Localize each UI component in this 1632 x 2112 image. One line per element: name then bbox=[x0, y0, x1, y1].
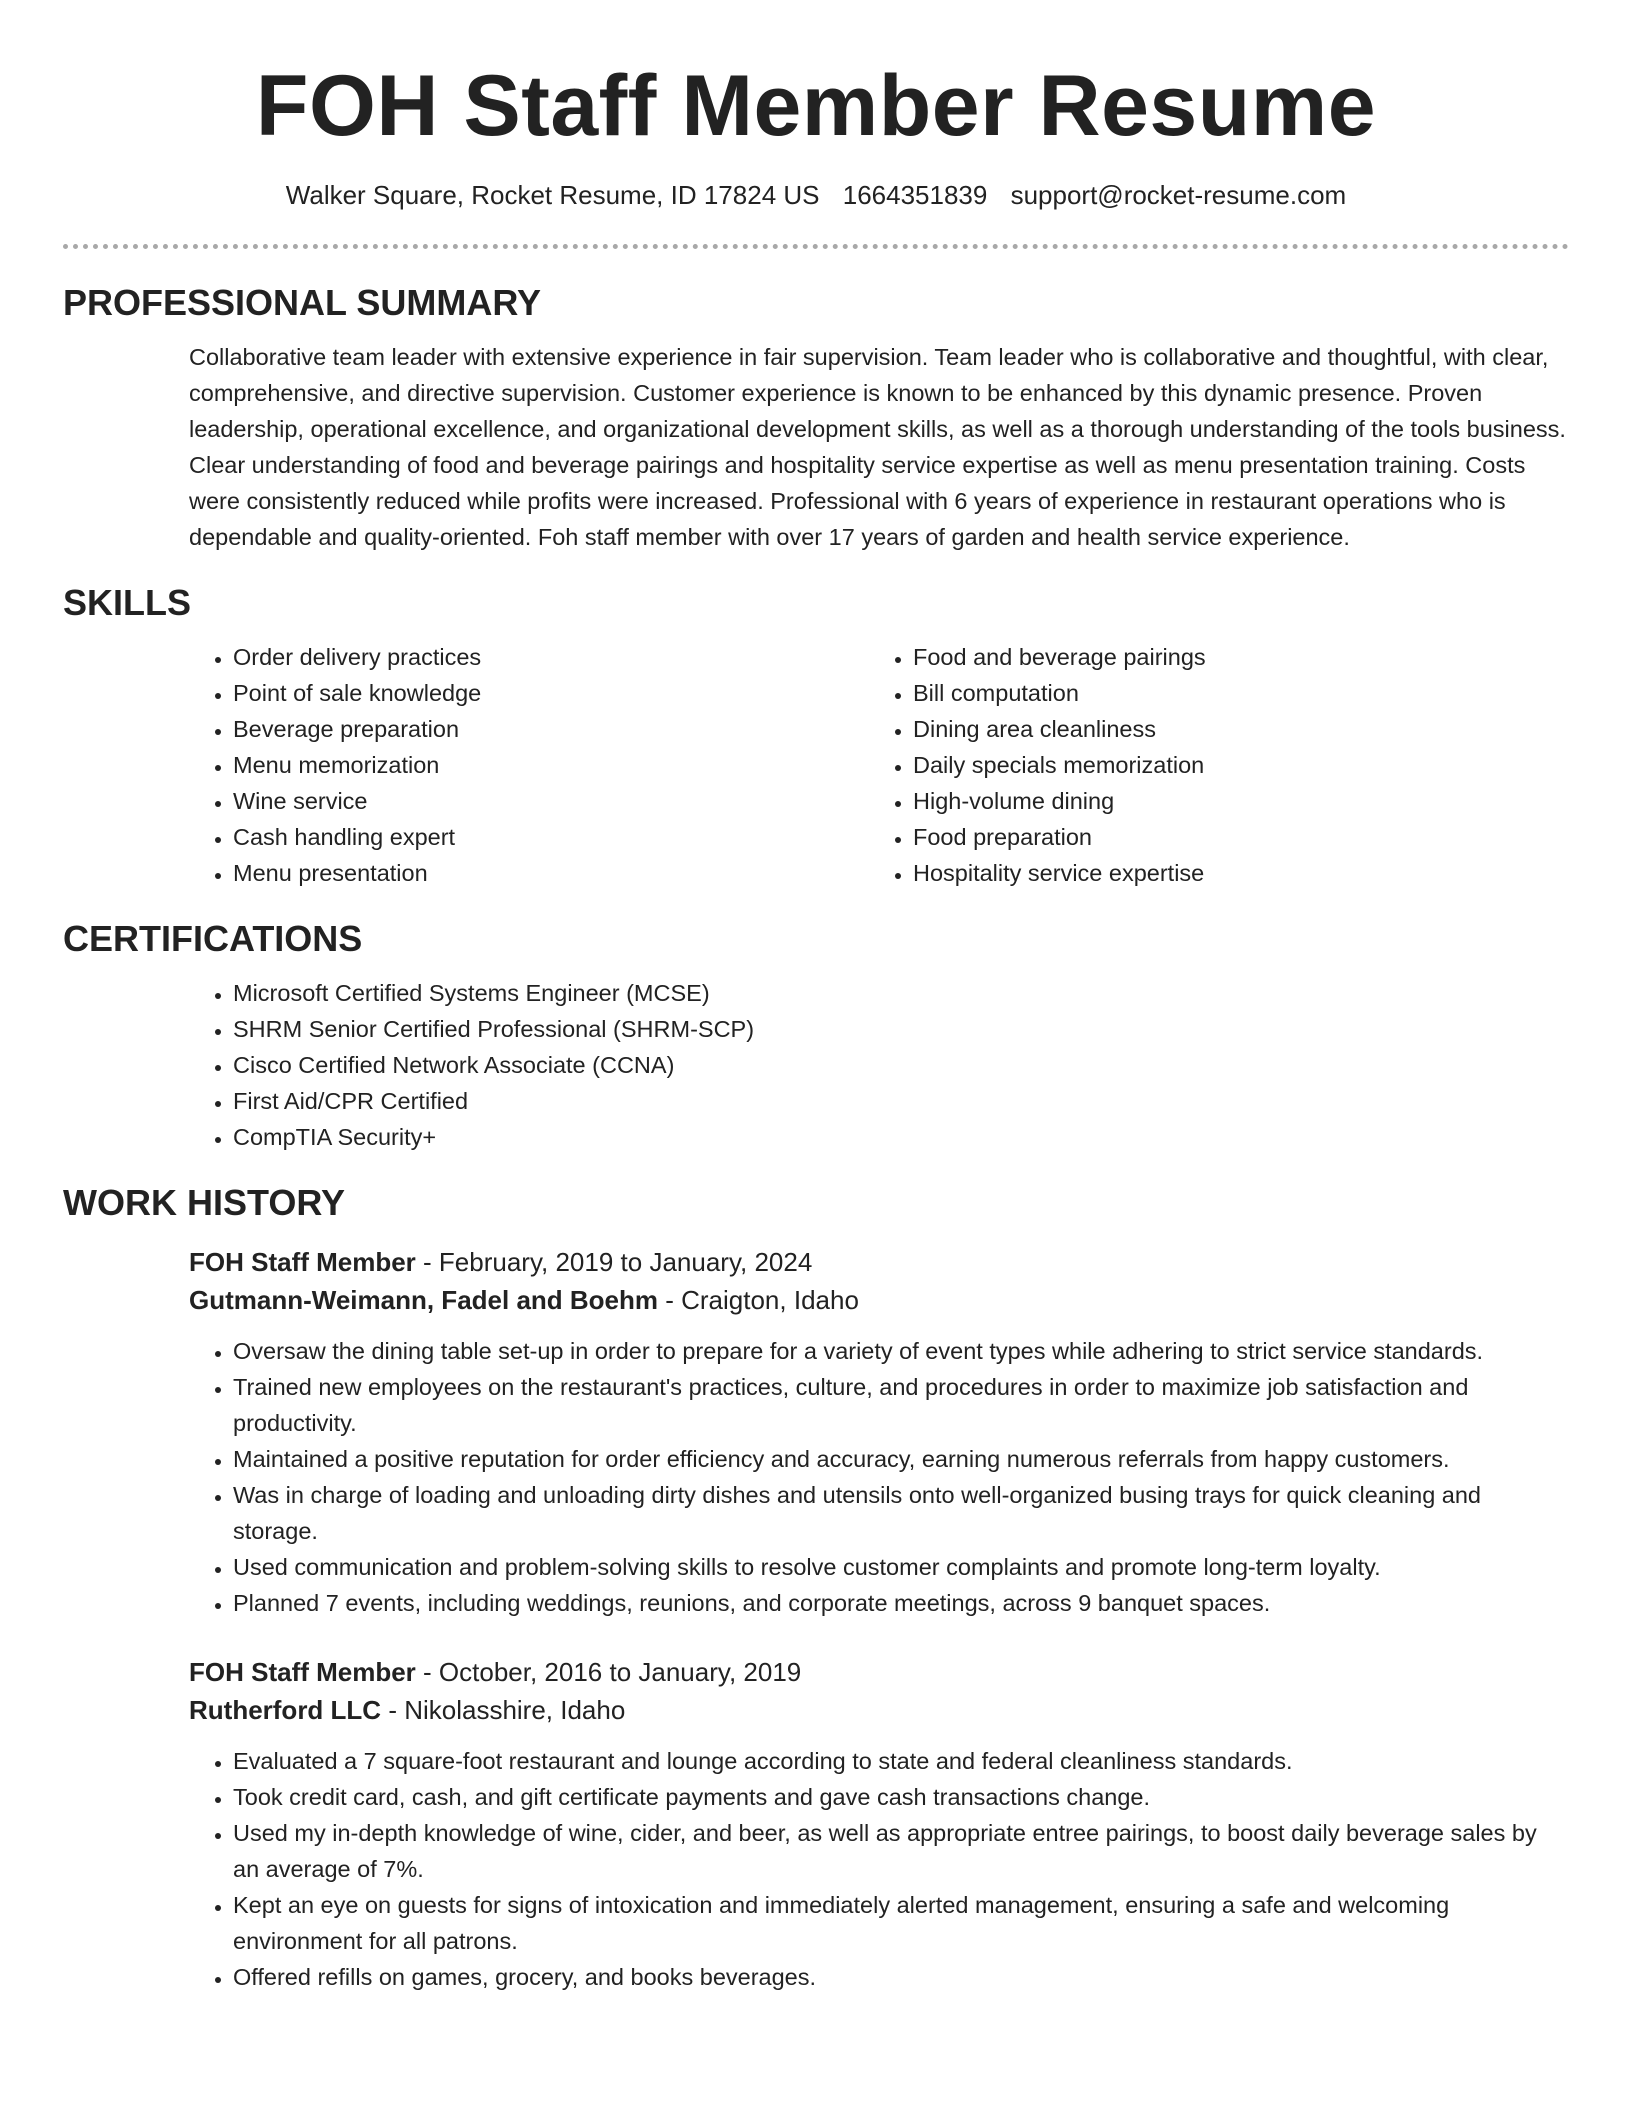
job-entry bbox=[189, 1653, 1569, 1995]
work-history-heading: WORK HISTORY bbox=[63, 1182, 346, 1223]
summary-heading: PROFESSIONAL SUMMARY bbox=[63, 282, 542, 323]
skills-columns bbox=[189, 639, 1569, 891]
certification-item: • SHRM Senior Certified Professional (SHRM-SCP) bbox=[233, 1011, 1569, 1047]
skills-heading: SKILLS bbox=[63, 582, 192, 623]
job-bullet: • Took credit card, cash, and gift certificate payments and gave cash transactions change. bbox=[233, 1779, 1569, 1815]
skill-item: • Food preparation bbox=[913, 819, 1549, 855]
certifications-heading: CERTIFICATIONS bbox=[63, 918, 363, 959]
job-entry bbox=[189, 1243, 1569, 1621]
job-bullet: • Oversaw the dining table set-up in order to prepare for a variety of event types while adhering to strict service standards. bbox=[233, 1333, 1569, 1369]
skill-item: • Beverage preparation bbox=[233, 711, 869, 747]
job-company-line bbox=[189, 1691, 1569, 1729]
skill-item: • Bill computation bbox=[913, 675, 1549, 711]
summary-section bbox=[63, 281, 1569, 555]
skill-item: • Dining area cleanliness bbox=[913, 711, 1549, 747]
contact-line bbox=[63, 178, 1569, 212]
skill-item: • Cash handling expert bbox=[233, 819, 869, 855]
certifications-list-wrap bbox=[189, 975, 1569, 1155]
job-title-line bbox=[189, 1243, 1569, 1281]
certification-item: • Microsoft Certified Systems Engineer (MCSE) bbox=[233, 975, 1569, 1011]
certification-item: • CompTIA Security+ bbox=[233, 1119, 1569, 1155]
skill-item: • High-volume dining bbox=[913, 783, 1549, 819]
skill-item: • Hospitality service expertise bbox=[913, 855, 1549, 891]
job-bullet: • Used my in-depth knowledge of wine, cider, and beer, as well as appropriate entree pairings, to boost daily beverage sales by an average of 7%. bbox=[233, 1815, 1569, 1887]
job-bullet: • Kept an eye on guests for signs of intoxication and immediately alerted management, ensuring a safe and welcoming environment for all patrons. bbox=[233, 1887, 1569, 1959]
job-bullet: • Evaluated a 7 square-foot restaurant and lounge according to state and federal cleanliness standards. bbox=[233, 1743, 1569, 1779]
job-title-line bbox=[189, 1653, 1569, 1691]
job-bullets bbox=[189, 1743, 1569, 1995]
certification-item: • First Aid/CPR Certified bbox=[233, 1083, 1569, 1119]
certifications-section bbox=[63, 917, 1569, 1155]
job-dates: - October, 2016 to January, 2019 bbox=[415, 1657, 802, 1687]
contact-email: support@rocket-resume.com bbox=[1010, 180, 1347, 210]
job-bullet: • Maintained a positive reputation for order efficiency and accuracy, earning numerous referrals from happy customers. bbox=[233, 1441, 1569, 1477]
skill-item: • Menu presentation bbox=[233, 855, 869, 891]
summary-text: Collaborative team leader with extensive experience in fair supervision. Team leader who is collaborative and thoughtful, with clear, comprehensive, and directive supervision. Customer experience is known to be enhanced by this dynamic presence. Proven leadership, operational excellence, and organizational development skills, as well as a thorough understanding of the tools business. Clear understanding of food and beverage pairings and hospitality service expertise as well as menu presentation training. Costs were consistently reduced while profits were increased. Professional with 6 years of experience in restaurant operations who is dependable and quality-oriented. Foh staff member with over 17 years of garden and health service experience. bbox=[189, 344, 1566, 550]
job-bullet: • Used communication and problem-solving skills to resolve customer complaints and promote long-term loyalty. bbox=[233, 1549, 1569, 1585]
skill-item: • Wine service bbox=[233, 783, 869, 819]
job-bullet: • Trained new employees on the restaurant's practices, culture, and procedures in order to maximize job satisfaction and productivity. bbox=[233, 1369, 1569, 1441]
contact-address: Walker Square, Rocket Resume, ID 17824 US bbox=[285, 180, 820, 210]
skill-item: • Order delivery practices bbox=[233, 639, 869, 675]
skill-item: • Point of sale knowledge bbox=[233, 675, 869, 711]
skills-section bbox=[63, 581, 1569, 891]
job-title: FOH Staff Member bbox=[189, 1657, 416, 1687]
header-divider bbox=[63, 244, 1569, 249]
job-location: - Craigton, Idaho bbox=[658, 1285, 859, 1315]
certification-item: • Cisco Certified Network Associate (CCNA) bbox=[233, 1047, 1569, 1083]
page-title: FOH Staff Member Resume bbox=[255, 58, 1377, 154]
job-bullet: • Offered refills on games, grocery, and books beverages. bbox=[233, 1959, 1569, 1995]
job-bullet: • Was in charge of loading and unloading dirty dishes and utensils onto well-organized busing trays for quick cleaning and storage. bbox=[233, 1477, 1569, 1549]
job-bullets bbox=[189, 1333, 1569, 1621]
job-title: FOH Staff Member bbox=[189, 1247, 416, 1277]
work-history-section bbox=[63, 1181, 1569, 1995]
skill-item: • Food and beverage pairings bbox=[913, 639, 1549, 675]
contact-phone: 1664351839 bbox=[842, 180, 988, 210]
job-company-line bbox=[189, 1281, 1569, 1319]
job-location: - Nikolasshire, Idaho bbox=[381, 1695, 626, 1725]
job-dates: - February, 2019 to January, 2024 bbox=[415, 1247, 813, 1277]
job-bullet: • Planned 7 events, including weddings, reunions, and corporate meetings, across 9 banquet spaces. bbox=[233, 1585, 1569, 1621]
job-company: Rutherford LLC bbox=[189, 1695, 382, 1725]
skill-item: • Menu memorization bbox=[233, 747, 869, 783]
job-company: Gutmann-Weimann, Fadel and Boehm bbox=[189, 1285, 659, 1315]
skill-item: • Daily specials memorization bbox=[913, 747, 1549, 783]
skills-column-right bbox=[869, 639, 1549, 891]
skills-column-left bbox=[189, 639, 869, 891]
